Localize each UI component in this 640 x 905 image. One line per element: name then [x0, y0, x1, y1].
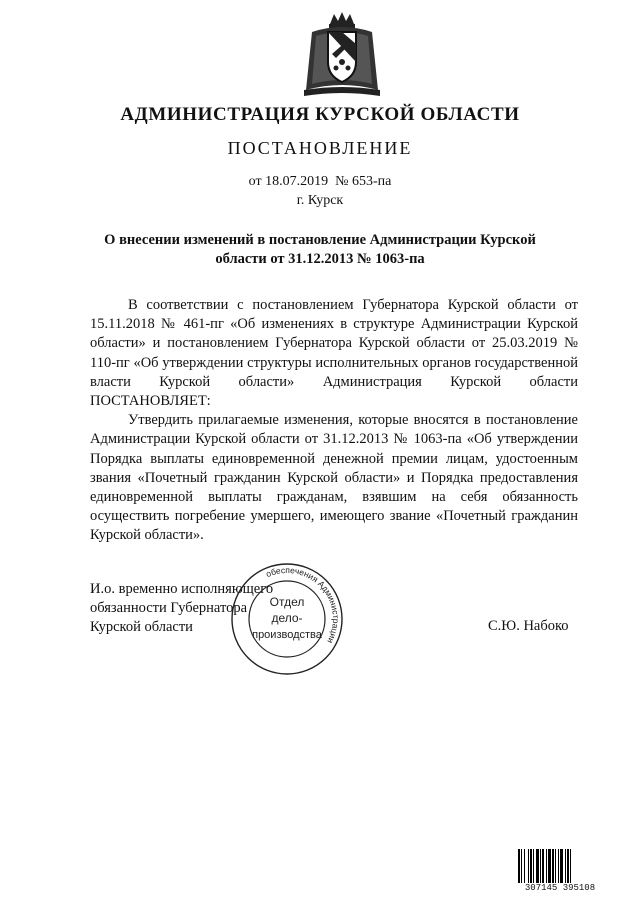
document-type: ПОСТАНОВЛЕНИЕ: [227, 138, 413, 158]
barcode-number: 307145 395108: [517, 883, 603, 893]
document-date-number: от 18.07.2019 № 653-па: [248, 174, 392, 189]
stamp-line-3: производства: [252, 629, 322, 641]
stamp-line-2: дело-: [271, 611, 303, 625]
signer-position-line-3: Курской области: [90, 619, 193, 635]
document-city: г. Курск: [296, 193, 344, 208]
body-paragraph-2: Утвердить прилагаемые изменения, которые вносятся в постановление Администрации Курской области от 31.12.2013 № 1063-па «Об утверждении Порядка выплаты единовременной денежной премии лицам, удостоенным звания «Почетный гражданин Курской области» и Порядка предоставления единовременной выплаты гражданам, взявшим на себя обязанность осуществить погребение умершего, имеющего звание «Почетный гражданин Курской области».: [90, 412, 578, 544]
office-stamp: [228, 560, 346, 678]
body-paragraph-1: В соответствии с постановлением Губернатора Курской области от 15.11.2018 № 461-пг «Об изменениях в структуре Администрации Курской области» и постановлением Губернатора Курской области от 25.03.2019 № 110-пг «Об утверждении структуры исполнительных органов государственной власти Курской области» Администрация Курской области ПОСТАНОВЛЯЕТ:: [90, 297, 578, 410]
subject-line-2: области от 31.12.2013 № 1063-па: [215, 251, 425, 267]
subject-line-1: О внесении изменений в постановление Администрации Курской: [104, 232, 536, 248]
signer-name: С.Ю. Набоко: [488, 618, 569, 634]
signer-position-line-2: обязанности Губернатора: [90, 600, 248, 616]
document-body: [90, 296, 578, 546]
stamp-ring-text: обеспечения Администрации: [264, 564, 342, 646]
document-subject: [0, 231, 640, 269]
stamp-line-1: Отдел: [269, 595, 305, 609]
organization-title: АДМИНИСТРАЦИЯ КУРСКОЙ ОБЛАСТИ: [120, 104, 520, 125]
signer-position-line-1: И.о. временно исполняющего: [90, 581, 274, 597]
coat-of-arms-emblem: [300, 10, 384, 98]
